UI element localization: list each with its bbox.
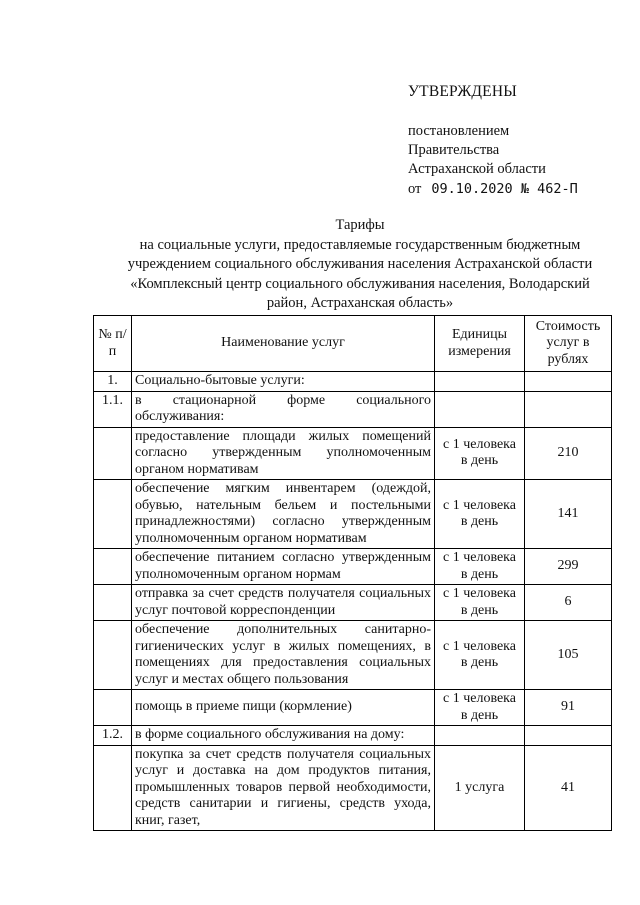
row-num: 1.1.	[94, 391, 132, 427]
row-num	[94, 480, 132, 549]
row-price: 41	[525, 745, 612, 831]
table-row	[94, 585, 612, 621]
title-line-1: на социальные услуги, предоставляемые государственным бюджетным	[139, 236, 581, 253]
approval-from-label: от	[408, 181, 422, 197]
row-price: 6	[525, 585, 612, 621]
row-num: 1.	[94, 372, 132, 392]
row-unit: с 1 человека в день	[435, 585, 525, 621]
approval-line-decree: постановлением	[408, 123, 510, 139]
table-row	[94, 480, 612, 549]
row-name: отправка за счет средств получателя социальных услуг почтовой корреспонденции	[132, 585, 435, 621]
title-line-3: «Комплексный центр социального обслуживания населения, Володарский	[130, 275, 590, 292]
row-unit: с 1 человека в день	[435, 549, 525, 585]
row-price: 91	[525, 690, 612, 726]
table-row	[94, 726, 612, 746]
row-num	[94, 690, 132, 726]
row-unit: 1 услуга	[435, 745, 525, 831]
row-num	[94, 585, 132, 621]
table-row	[94, 372, 612, 392]
table-row	[94, 391, 612, 427]
row-name: Социально-бытовые услуги:	[132, 372, 435, 392]
table-row	[94, 745, 612, 831]
row-name: покупка за счет средств получателя социальных услуг и доставка на дом продуктов питания, промышленных товаров первой необходимости, средств санитарии и гигиены, средств ухода, книг, газет,	[132, 745, 435, 831]
row-name: предоставление площади жилых помещений согласно утвержденным уполномоченным органом нормативам	[132, 427, 435, 480]
row-price: 210	[525, 427, 612, 480]
header-num: № п/п	[94, 316, 132, 372]
approval-line-government: Правительства	[408, 142, 500, 158]
table-row	[94, 690, 612, 726]
table-row	[94, 427, 612, 480]
approval-heading: УТВЕРЖДЕНЫ	[408, 83, 517, 100]
row-num	[94, 549, 132, 585]
row-unit: с 1 человека в день	[435, 621, 525, 690]
row-unit	[435, 726, 525, 746]
row-unit: с 1 человека в день	[435, 427, 525, 480]
row-unit: с 1 человека в день	[435, 690, 525, 726]
row-name: в стационарной форме социального обслуживания:	[132, 391, 435, 427]
table-row	[94, 549, 612, 585]
row-num	[94, 621, 132, 690]
row-name: обеспечение питанием согласно утвержденным уполномоченным органом нормам	[132, 549, 435, 585]
row-name: обеспечение дополнительных санитарно-гигиенических услуг в жилых помещениях, в помещениях для предоставления социальных услуг и местах общего пользования	[132, 621, 435, 690]
row-name: в форме социального обслуживания на дому:	[132, 726, 435, 746]
row-num: 1.2.	[94, 726, 132, 746]
title-line-4: район, Астраханская область»	[266, 295, 454, 311]
row-unit	[435, 391, 525, 427]
row-name: обеспечение мягким инвентарем (одеждой, обувью, нательным бельем и постельными принадлежностями) согласно утвержденным уполномоченным органом нормативам	[132, 480, 435, 549]
row-name: помощь в приеме пищи (кормление)	[132, 690, 435, 726]
row-price: 105	[525, 621, 612, 690]
approval-doc-number: 09.10.2020 № 462-П	[431, 181, 578, 197]
row-price	[525, 372, 612, 392]
row-price: 299	[525, 549, 612, 585]
approval-block	[408, 82, 628, 199]
row-num	[94, 427, 132, 480]
header-price: Стоимость услуг в рублях	[525, 316, 612, 372]
title-main: Тарифы	[335, 217, 385, 233]
row-num	[94, 745, 132, 831]
approval-line-region: Астраханской области	[408, 161, 546, 177]
row-unit	[435, 372, 525, 392]
approval-date-number	[408, 180, 628, 199]
header-name: Наименование услуг	[132, 316, 435, 372]
document-title	[60, 216, 640, 314]
row-unit: с 1 человека в день	[435, 480, 525, 549]
table-row	[94, 621, 612, 690]
row-price	[525, 726, 612, 746]
header-unit: Единицы измерения	[435, 316, 525, 372]
table-header-row	[94, 316, 612, 372]
tariffs-table	[93, 315, 612, 831]
row-price	[525, 391, 612, 427]
title-line-2: учреждением социального обслуживания населения Астраханской области	[127, 256, 593, 272]
row-price: 141	[525, 480, 612, 549]
